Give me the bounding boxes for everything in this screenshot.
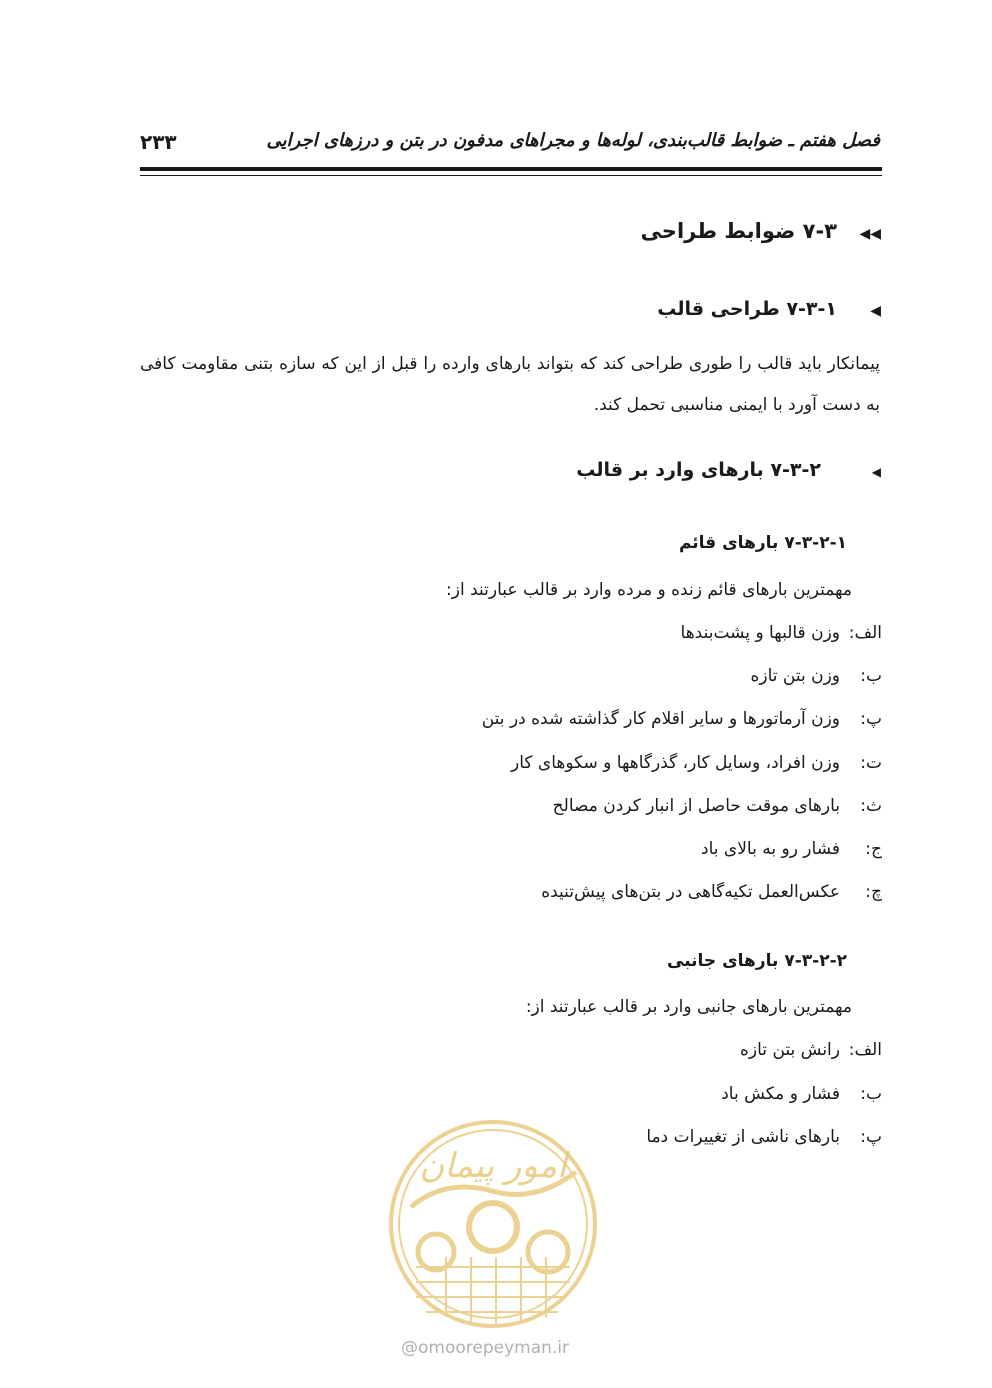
page-number: ۲۳۳	[140, 130, 177, 154]
list-item-label: ت:	[860, 753, 882, 773]
list-item-label: ب:	[860, 666, 882, 686]
watermark-site: @omoorepeyman.ir	[401, 1338, 570, 1358]
list-item-text: رانش بتن تازه	[740, 1040, 840, 1060]
subsection-heading-2	[576, 459, 881, 481]
list-item-text: وزن بتن تازه	[750, 666, 840, 686]
list-item	[511, 753, 882, 773]
subsection-heading-1	[657, 298, 881, 320]
header-rule-thick	[140, 167, 882, 171]
list-item-text: بارهای موقت حاصل از انبار کردن مصالح	[552, 796, 840, 816]
arrow-icon: ◀	[871, 465, 881, 479]
arrow-icon: ◀	[870, 303, 881, 319]
list-item-text: بارهای ناشی از تغییرات دما	[646, 1127, 840, 1147]
watermark-logo	[386, 1117, 600, 1331]
list-item-label: ث:	[860, 796, 882, 816]
list-item	[740, 1040, 882, 1060]
list-item	[541, 882, 882, 902]
section-heading	[641, 219, 881, 243]
section-title: ۷-۳ ضوابط طراحی	[640, 219, 837, 243]
watermark-logo-text: امور پیمان	[419, 1146, 567, 1186]
list-item-text: فشار رو به بالای باد	[701, 839, 840, 859]
lateral-loads-intro: مهمترین بارهای جانبی وارد بر قالب عبارتند از:	[525, 997, 852, 1017]
list-item	[482, 709, 882, 729]
subsection-title-1: ۷-۳-۱ طراحی قالب	[657, 298, 837, 320]
double-arrow-icon: ◀◀	[859, 226, 881, 242]
list-item-label: ب:	[860, 1084, 882, 1104]
list-item-text: وزن افراد، وسایل کار، گذرگاهها و سکوهای کار	[511, 753, 840, 773]
list-item	[721, 1084, 882, 1104]
list-item	[553, 796, 882, 816]
vertical-loads-intro: مهمترین بارهای قائم زنده و مرده وارد بر قالب عبارتند از:	[446, 580, 852, 600]
list-item	[681, 623, 882, 643]
list-item	[646, 1127, 882, 1147]
list-item	[701, 839, 882, 859]
list-item-label: پ:	[860, 709, 882, 729]
lateral-loads-heading: ۷-۳-۲-۲ بارهای جانبی	[667, 951, 847, 971]
vertical-loads-heading: ۷-۳-۲-۱ بارهای قائم	[678, 533, 847, 553]
list-item-text: وزن قالبها و پشت‌بندها	[680, 623, 840, 643]
list-item-label: چ:	[865, 882, 882, 902]
list-item-label: ج:	[865, 839, 882, 859]
subsection-title-2: ۷-۳-۲ بارهای وارد بر قالب	[576, 459, 821, 481]
list-item-label: پ:	[860, 1127, 882, 1147]
header-rule-thin	[140, 175, 882, 176]
list-item-label: الف:	[848, 623, 882, 643]
list-item-text: فشار و مکش باد	[721, 1084, 840, 1104]
list-item	[750, 666, 882, 686]
list-item-text: عکس‌العمل تکیه‌گاهی در بتن‌های پیش‌تنیده	[541, 882, 840, 902]
list-item-label: الف:	[848, 1040, 882, 1060]
list-item-text: وزن آرماتورها و سایر اقلام کار گذاشته شده در بتن	[481, 709, 840, 729]
running-header-title: فصل هفتم ـ ضوابط قالب‌بندی، لوله‌ها و مجراهای مدفون در بتن و درزهای اجرایی	[266, 130, 880, 151]
paragraph-design: پیمانکار باید قالب را طوری طراحی کند که بتواند بارهای وارده را قبل از این که سازه بتنی مقاومت کافی به دست آورد با ایمنی مناسبی تحمل کند.	[140, 354, 880, 415]
